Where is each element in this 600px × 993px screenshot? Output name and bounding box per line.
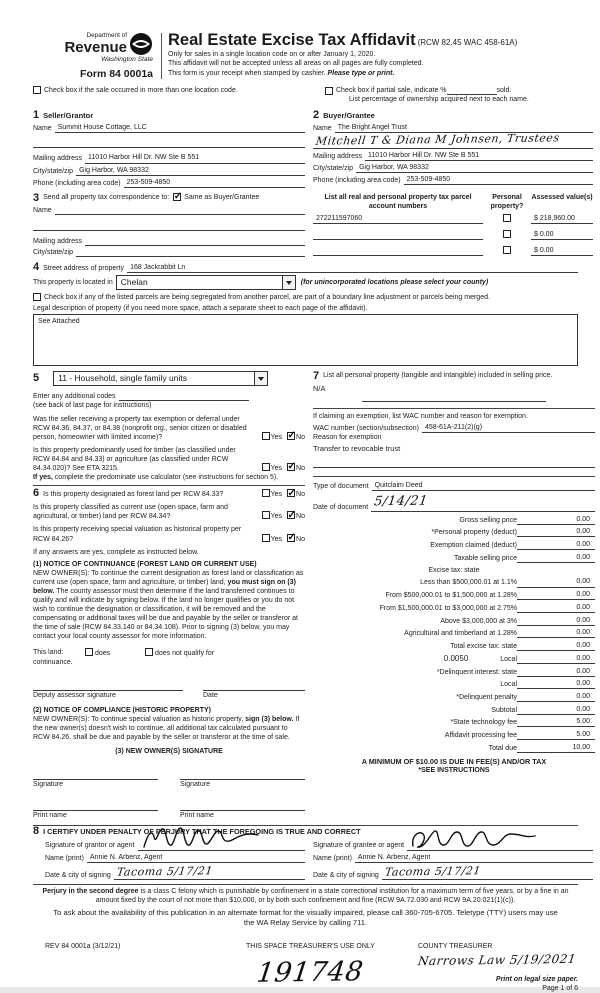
- owner-printnames-row: [33, 799, 305, 820]
- owner-signatures-row: [33, 768, 305, 789]
- tax-row-value: 0.00: [543, 603, 595, 613]
- personal-property-field[interactable]: [362, 394, 545, 402]
- chevron-down-icon[interactable]: [282, 276, 295, 289]
- timber-agriculture-question: Is this property predominantly used for timber (as classified under RCW 84.84 and 84.33) or agriculture (as classified under RCW 84.34.020)? See ETA 3215.: [33, 446, 236, 472]
- tax-row-label: 0.0050 Local: [443, 653, 517, 663]
- form-title: Real Estate Excise Tax Affidavit: [168, 31, 416, 49]
- street-address-label: Street address of property: [43, 264, 125, 272]
- deputy-date-field[interactable]: [203, 679, 305, 691]
- tax-row-label: Exemption claimed (deduct): [430, 542, 517, 550]
- no-checkbox[interactable]: [287, 511, 295, 519]
- tax-row-label: *Personal property (deduct): [431, 529, 517, 537]
- tax-row-label: *Delinquent penalty: [456, 693, 517, 701]
- section2-number: 2: [313, 109, 320, 122]
- form-header: [33, 32, 578, 81]
- grantor-printname-label: Name (print): [45, 854, 84, 862]
- exemption-deferral-question: Was the seller receiving a property tax exemption or deferral under RCW 84.36, 84.37, or 84.38 (nonprofit org., senior citizen or disabled person, homeowner with limited income)?: [33, 415, 247, 441]
- partial-sale-label: Check box if partial sale, indicate %: [336, 87, 447, 95]
- buyer-name-field[interactable]: The Bright Angel Trust: [335, 123, 593, 133]
- page-footer: [33, 942, 578, 993]
- tax-row-label: *Delinquent interest: state: [436, 668, 517, 676]
- seller-phone-label: Phone (including area code): [33, 179, 121, 187]
- parcel-table: [313, 193, 593, 257]
- parcel-row: [313, 230, 593, 240]
- seller-grantor-section: [33, 110, 305, 187]
- if-yes-note: If any answers are yes, complete as instructed below.: [33, 548, 199, 556]
- personal-property-section: [313, 371, 595, 382]
- county-dropdown-value: Chelan: [120, 277, 148, 288]
- excise-tax-state-header: Excise tax: state: [428, 566, 480, 574]
- deputy-date-label: Date: [203, 691, 218, 699]
- parcel-row: [313, 246, 593, 256]
- no-checkbox[interactable]: [287, 463, 295, 471]
- grantor-datecity-field[interactable]: [114, 865, 305, 880]
- county-treasurer-block: [418, 942, 578, 993]
- grantee-signature-field[interactable]: [407, 839, 593, 851]
- yes-checkbox[interactable]: [262, 432, 270, 440]
- tax-row-value: 0.00: [543, 705, 595, 715]
- seller-mailing-field[interactable]: 11010 Harbor Hill Dr. NW Ste B 551: [85, 153, 305, 163]
- grantee-signature: [409, 826, 539, 852]
- timber-agriculture-answer: Yes ✓ No: [257, 463, 305, 473]
- grantee-signature-label: Signature of grantee or agent: [313, 842, 405, 850]
- see-instructions-note: *SEE INSTRUCTIONS: [418, 767, 490, 775]
- document-type-label: Type of document: [313, 483, 369, 491]
- deputy-assessor-label: Deputy assessor signature: [33, 691, 116, 699]
- exemption-deferral-answer: Yes ✓ No: [257, 432, 305, 442]
- document-date-field[interactable]: [371, 494, 595, 512]
- tax-row-value: 5.00: [543, 717, 595, 727]
- buyer-phone-field[interactable]: 253-509-4850: [404, 175, 593, 185]
- current-use-answer: Yes ✓ No: [257, 511, 305, 521]
- segregated-checkbox[interactable]: [33, 293, 41, 301]
- treasurer-space-label: THIS SPACE TREASURER'S USE ONLY: [246, 942, 375, 950]
- seller-mailing-label: Mailing address: [33, 155, 83, 163]
- dept-of-label: Department of: [86, 32, 127, 39]
- grantor-signature: [142, 825, 262, 851]
- segregated-label: Check box if any of the listed parcels are being segregated from another parcel, are part of a boundary line adjustment or parcels being merged.: [44, 294, 490, 302]
- grantee-printname-label: Name (print): [313, 854, 352, 862]
- grantor-printname-field[interactable]: Annie N. Arbenz, Agent: [87, 853, 305, 863]
- partial-sale-percent-field[interactable]: [447, 86, 497, 95]
- grantee-printname-field[interactable]: Annie N. Arbenz, Agent: [355, 853, 593, 863]
- additional-codes-hint: (see back of last page for instructions): [33, 402, 152, 410]
- tax-row-label: Less than $500,000.01 at 1.1%: [420, 579, 517, 587]
- assessed-value-field[interactable]: $ 0.00: [531, 230, 593, 240]
- no-checkbox[interactable]: [287, 432, 295, 440]
- grantor-datecity-handwritten: Tacoma 5/17/21: [115, 863, 214, 879]
- reason-exemption-label: Reason for exemption: [313, 434, 382, 442]
- treasurer-space: [203, 942, 418, 993]
- predominate-use-note: If yes, complete the predominate use calculator (see instructions for section 5).: [33, 474, 279, 482]
- personal-property-label: List all personal property (tangible and intangible) included in selling price.: [323, 372, 553, 380]
- seller-name-field[interactable]: Summit House Cottage, LLC: [55, 123, 305, 133]
- left-column: [33, 371, 305, 820]
- tax-row-value: 0.00: [543, 515, 595, 525]
- seller-name-label: Name: [33, 125, 52, 133]
- additional-codes-label: Enter any additional codes: [33, 393, 116, 401]
- seller-city-label: City/state/zip: [33, 167, 74, 175]
- county-hint: (for unincorporated locations please select your county): [300, 279, 489, 287]
- buyer-grantee-section: [313, 110, 593, 187]
- assessed-value-field[interactable]: $ 218,960.00: [531, 214, 593, 224]
- owner-signature-field-2[interactable]: [180, 768, 305, 780]
- right-column: [313, 371, 595, 820]
- tax-row-label: Subtotal: [491, 706, 517, 714]
- notice-continuance-body: NEW OWNER(S): To continue the current designation as forest land or classification as current use (open space, farm and agriculture, or timber) land, you must sign on (3) below. The county assessor must then determine if the land transferred continues to qualify and will indicate by signing below. If the land no longer qualifies or you do not wish to continue the designation or classification, it will be removed and the compensating or additional taxes will be due and payable by the seller or transferor at the time of sale (RCW 84.33.140 or 84.34.108). Prior to signing (3) below, you may contact your local county assessor for more information.: [33, 569, 304, 641]
- located-in-label: This property is located in: [33, 279, 113, 287]
- tax-row-label: Total excise tax: state: [450, 642, 517, 650]
- personal-property-header: Personal property?: [490, 193, 524, 210]
- page-number: Page 1 of 6: [542, 984, 578, 992]
- treasurer-stamp-number: 191748: [255, 956, 366, 989]
- exemption-note: If claiming an exemption, list WAC number and reason for exemption.: [313, 413, 528, 421]
- signature-label: Signature: [180, 781, 210, 789]
- partial-sale-sold-label: sold.: [496, 87, 512, 95]
- grantor-signature-label: Signature of grantor or agent: [45, 842, 135, 850]
- revenue-wordmark: Revenue: [64, 39, 127, 57]
- owner-printname-field-1[interactable]: [33, 799, 158, 811]
- street-address-field[interactable]: 168 Jackrabbit Ln: [127, 263, 578, 273]
- yes-checkbox[interactable]: [262, 463, 270, 471]
- title-block: [168, 32, 578, 81]
- signature-label: Signature: [33, 781, 63, 789]
- seller-city-field[interactable]: Gig Harbor, WA 98332: [76, 166, 305, 176]
- alternate-format-notice: To ask about the availability of this publication in an alternate format for the visually impaired, please call 360-705-6705. Teletype (TTY) users may use the WA Relay Service by calling 711.: [53, 908, 558, 927]
- tax-row-value: 0.00: [543, 628, 595, 638]
- yes-checkbox[interactable]: [262, 534, 270, 542]
- does-label: does: [94, 649, 111, 657]
- print-legal-note: Print on legal size paper.: [495, 975, 578, 983]
- reason-exemption-field[interactable]: [313, 454, 595, 468]
- tax-row-label: Affidavit processing fee: [444, 732, 517, 740]
- parcel-row: [313, 214, 593, 224]
- owner-signature-field-1[interactable]: [33, 768, 158, 780]
- header-line2: This affidavit will not be accepted unless all areas on all pages are fully completed.: [168, 60, 424, 68]
- land-qualify-row: [33, 648, 305, 658]
- section6-number: 6: [33, 487, 40, 500]
- legal-description-label: Legal description of property (if you need more space, attach a separate sheet to each page of the affidavit).: [33, 305, 368, 313]
- new-owner-signature-title: (3) NEW OWNER(S) SIGNATURE: [115, 748, 223, 756]
- correspondence-city-label: City/state/zip: [33, 248, 74, 256]
- legal-description-field[interactable]: [33, 314, 578, 366]
- deputy-assessor-signature-field[interactable]: [33, 679, 183, 691]
- tax-row-value: 0.00: [543, 553, 595, 563]
- tax-row-value: 0.00: [543, 667, 595, 677]
- tax-row-label: Agricultural and timberland at 1.28%: [404, 630, 517, 638]
- header-line3: This form is your receipt when stamped by cashier. Please type or print.: [168, 69, 395, 77]
- same-as-buyer-checkbox[interactable]: [173, 193, 181, 201]
- does-not-checkbox[interactable]: [145, 648, 153, 656]
- current-use-question: Is this property classified as current use (open space, farm and agricultural, or timber) land per RCW 84.34?: [33, 504, 228, 521]
- personal-property-checkbox[interactable]: [503, 230, 511, 238]
- tax-row-label: *State technology fee: [450, 719, 517, 727]
- tax-row-label: Gross selling price: [459, 516, 517, 524]
- multiple-location-checkbox[interactable]: [33, 86, 41, 94]
- owner-printname-field-2[interactable]: [180, 799, 305, 811]
- revenue-logo-icon: [129, 32, 153, 56]
- grantee-datecity-field[interactable]: [382, 865, 593, 880]
- print-name-label: Print name: [33, 812, 67, 820]
- assessed-value-field[interactable]: $ 0.00: [531, 246, 593, 256]
- section7-number: 7: [313, 370, 320, 383]
- partial-sale-checkbox[interactable]: [325, 87, 333, 95]
- document-date-handwritten: 5/14/21: [373, 493, 430, 510]
- buyer-mailing-label: Mailing address: [313, 152, 363, 160]
- tax-row-value: 0.00: [543, 654, 595, 664]
- additional-codes-field[interactable]: [119, 392, 249, 401]
- buyer-name2-field[interactable]: [313, 133, 593, 148]
- tax-row-value: 0.00: [543, 641, 595, 651]
- wac-number-label: WAC number (section/subsection): [313, 425, 419, 433]
- header-divider: [161, 33, 162, 79]
- buyer-name-label: Name: [313, 125, 332, 133]
- tax-row-value: 0.00: [543, 577, 595, 587]
- washington-state-label: Washington State: [101, 56, 153, 63]
- section8-number: 8: [33, 824, 40, 837]
- seller-phone-field[interactable]: 253-509-4850: [124, 178, 305, 188]
- county-dropdown[interactable]: [116, 275, 296, 290]
- forest-land-answer: Yes ✓ No: [257, 489, 305, 499]
- local-rate-value: 0.0050: [443, 653, 469, 663]
- correspondence-mailing-field[interactable]: [85, 237, 305, 246]
- tax-row-value: 5.00: [543, 730, 595, 740]
- tax-row-label: From $1,500,000.01 to $3,000,000 at 2.75%: [379, 604, 517, 612]
- correspondence-city-field[interactable]: [76, 248, 305, 257]
- seller-name2-field[interactable]: [33, 139, 305, 148]
- form-title-rcw: (RCW 82.45 WAC 458-61A): [417, 38, 518, 47]
- parcel-number-field[interactable]: 272211597060: [313, 214, 483, 224]
- historic-property-answer: Yes ✓ No: [257, 534, 305, 544]
- no-checkbox[interactable]: [287, 534, 295, 542]
- property-location-section: [33, 262, 578, 366]
- excise-tax-table: [313, 515, 595, 753]
- buyer-grantee-heading: Buyer/Grantee: [323, 111, 375, 121]
- deputy-assessor-row: [33, 679, 305, 700]
- buyer-phone-label: Phone (including area code): [313, 176, 401, 184]
- assessed-value-header: Assessed value(s): [531, 193, 593, 201]
- county-treasurer-label: COUNTY TREASURER: [418, 942, 493, 950]
- personal-property-checkbox[interactable]: [503, 214, 511, 222]
- tax-row-label: From $500,000.01 to $1,500,000 at 1.28%: [385, 592, 517, 600]
- this-land-label: This land:: [33, 648, 64, 656]
- grantor-datecity-label: Date & city of signing: [45, 871, 111, 879]
- tax-row-label: Local: [500, 681, 517, 689]
- section3-number: 3: [33, 191, 40, 204]
- agency-block: [33, 32, 161, 81]
- buyer-mailing-field[interactable]: 11010 Harbor Hill Dr. NW Ste B 551: [365, 151, 593, 161]
- same-as-buyer-label: Same as Buyer/Grantee: [184, 193, 260, 201]
- grantee-datecity-handwritten: Tacoma 5/17/21: [383, 863, 482, 879]
- land-use-code-section: [33, 371, 305, 386]
- certification-section: [33, 826, 578, 880]
- land-use-code-dropdown[interactable]: [53, 371, 268, 386]
- historic-property-question: Is this property receiving special valuation as historical property per RCW 84.26?: [33, 526, 242, 543]
- tax-row-label: Total due: [488, 744, 517, 752]
- correspondence-label: Send all property tax correspondence to:: [43, 193, 170, 201]
- notice-continuance-title: (1) NOTICE OF CONTINUANCE (FOREST LAND OR CURRENT USE): [33, 560, 257, 568]
- grantee-datecity-label: Date & city of signing: [313, 871, 379, 879]
- parcel-number-field[interactable]: [313, 231, 483, 240]
- seller-grantor-heading: Seller/Grantor: [43, 111, 94, 121]
- parcel-numbers-header: List all real and personal property tax parcel account numbers: [324, 193, 472, 210]
- minimum-due-note: A MINIMUM OF $10.00 IS DUE IN FEE(S) AND/OR TAX: [361, 756, 547, 766]
- continuance-label: continuance.: [33, 658, 73, 666]
- tax-row-value: 0.00: [543, 692, 595, 702]
- tax-correspondence-section: [33, 193, 305, 257]
- rev-number: REV 84 0001a (3/12/21): [45, 942, 121, 950]
- tax-row-value: 0.00: [543, 590, 595, 600]
- tax-row-value: 0.00: [543, 527, 595, 537]
- correspondence-name2-field[interactable]: [33, 222, 305, 231]
- tax-row-label: Above $3,000,000 at 3%: [440, 617, 517, 625]
- yes-checkbox[interactable]: [262, 489, 270, 497]
- tax-row-label: Taxable selling price: [453, 554, 517, 562]
- wac-number-field[interactable]: 458-61A-211(2)(g): [422, 423, 595, 433]
- buyer-city-field[interactable]: Gig Harbor, WA 98332: [356, 163, 593, 173]
- county-treasurer-handwritten: Narrows Law 5/19/2021: [417, 951, 577, 969]
- print-name-label: Print name: [180, 812, 214, 820]
- ownership-percentage-note: List percentage of ownership acquired next to each name.: [349, 96, 529, 104]
- does-not-label: does not qualify for: [154, 649, 215, 657]
- header-line1: Only for sales in a single location code on or after January 1, 2020.: [168, 51, 376, 59]
- grantor-signature-field[interactable]: [138, 839, 305, 851]
- yes-checkbox[interactable]: [262, 511, 270, 519]
- correspondence-name-label: Name: [33, 206, 52, 214]
- buyer-city-label: City/state/zip: [313, 164, 354, 172]
- parcel-number-field[interactable]: [313, 247, 483, 256]
- no-checkbox[interactable]: [287, 489, 295, 497]
- section4-number: 4: [33, 261, 40, 274]
- correspondence-mailing-label: Mailing address: [33, 237, 83, 245]
- does-checkbox[interactable]: [85, 648, 93, 656]
- forest-land-question: 6 Is this property designated as forest land per RCW 84.33?: [33, 487, 224, 500]
- tax-row-value: 0.00: [543, 679, 595, 689]
- document-date-label: Date of document: [313, 503, 369, 511]
- section1-number: 1: [33, 109, 40, 122]
- certify-statement: I CERTIFY UNDER PENALTY OF PERJURY THAT THE FOREGOING IS TRUE AND CORRECT: [43, 826, 361, 836]
- land-use-code-value: 11 - Household, single family units: [58, 373, 187, 384]
- perjury-notice: Perjury in the second degree is a class C felony which is punishable by confinement in a state correctional institution for a maximum term of five years, or by a fine in an amount fixed by the court of not more than $10,000, or by both such confinement and fine (RCW 9A.72.030 and RCW 9A.20.021(1)(c)).: [42, 887, 569, 904]
- notice-compliance-body: NEW OWNER(S): To continue special valuation as historic property, sign (3) below. If the new owner(s) doesn't wish to continue, all additional tax calculated pursuant to RCW 84.26, shall be due and payable by the seller or transferor at the time of sale.: [33, 715, 300, 742]
- section5-number: 5: [33, 372, 40, 385]
- legal-description-value: See Attached: [38, 318, 80, 326]
- header-checkboxes: [33, 86, 578, 104]
- correspondence-name-field[interactable]: [55, 206, 305, 215]
- personal-property-checkbox[interactable]: [503, 246, 511, 254]
- reason-exemption-value: Transfer to revocable trust: [313, 444, 401, 454]
- tax-row-value: 10.00: [543, 743, 595, 753]
- personal-property-value: N/A: [313, 384, 326, 394]
- form-number: Form 84 0001a: [80, 67, 153, 80]
- tax-row-value: 0.00: [543, 540, 595, 550]
- multiple-location-label: Check box if the sale occurred in more than one location code.: [44, 87, 238, 95]
- buyer-handwritten-names: Mitchell T & Diana M Johnsen, Trustees: [315, 131, 561, 149]
- notice-compliance-title: (2) NOTICE OF COMPLIANCE (HISTORIC PROPERTY): [33, 706, 211, 714]
- document-type-field[interactable]: Quitclaim Deed: [372, 481, 595, 491]
- chevron-down-icon[interactable]: [254, 372, 267, 385]
- tax-row-value: 0.00: [543, 616, 595, 626]
